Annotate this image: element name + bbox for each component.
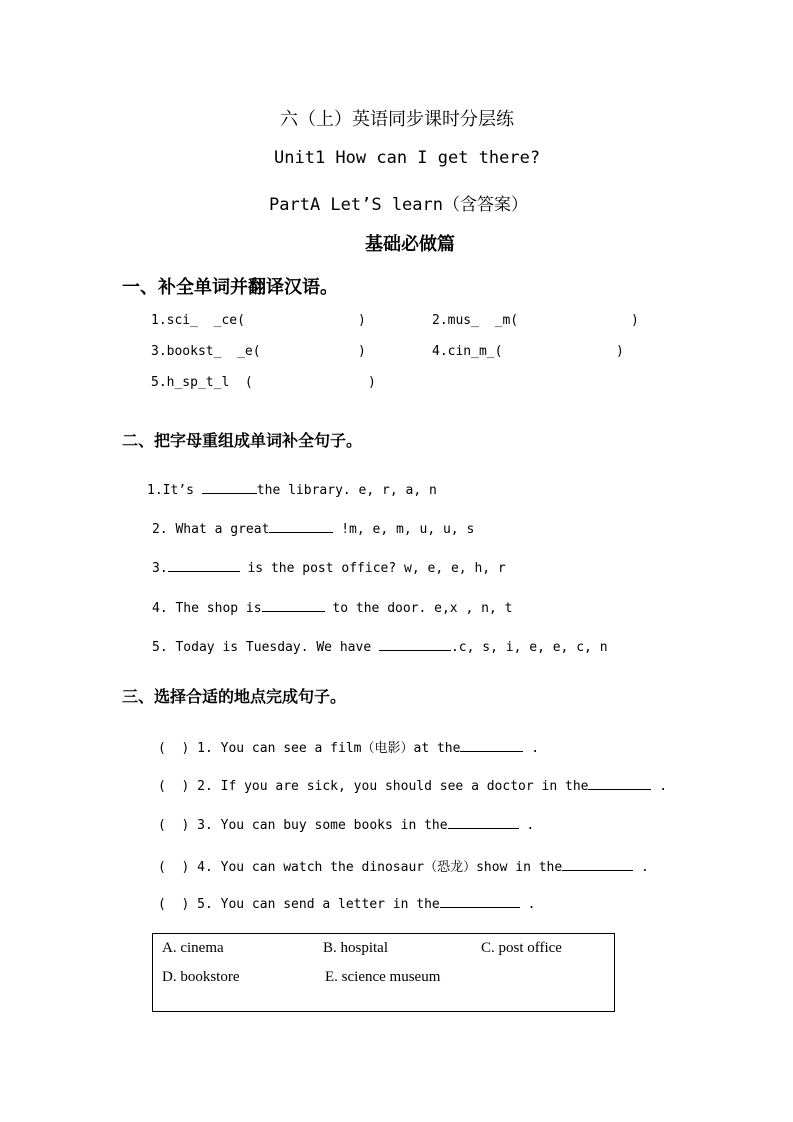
option-e: E. science museum: [325, 969, 441, 985]
answer-blank[interactable]: [168, 559, 240, 572]
s1-item-3-close: ): [358, 344, 366, 359]
s1-item-5-close: ): [368, 375, 376, 390]
section3-heading: 三、选择合适的地点完成句子。: [122, 687, 347, 706]
answer-blank[interactable]: [562, 858, 633, 871]
answer-blank[interactable]: [588, 777, 651, 790]
answer-blank[interactable]: [440, 895, 520, 908]
answer-blank[interactable]: [448, 816, 519, 829]
s3-item-4: ( ) 4. You can watch the dinosaur（恐龙）show in the .: [158, 860, 649, 875]
s1-item-2: 2.mus_ _m(: [432, 313, 519, 328]
worksheet-title: 六（上）英语同步课时分层练: [280, 109, 514, 130]
unit-title: Unit1 How can I get there?: [274, 148, 541, 168]
s2-item-4: 4. The shop is to the door. e,x , n, t: [152, 601, 513, 616]
answer-blank[interactable]: [202, 481, 257, 494]
option-c: C. post office: [481, 940, 562, 956]
s1-item-3: 3.bookst_ _e(: [151, 344, 261, 359]
option-a: A. cinema: [162, 940, 224, 956]
option-d: D. bookstore: [162, 969, 240, 985]
answer-blank[interactable]: [460, 739, 523, 752]
option-b: B. hospital: [323, 940, 389, 956]
s1-item-5: 5.h_sp_t_l (: [151, 375, 253, 390]
s3-item-5: ( ) 5. You can send a letter in the .: [158, 897, 536, 912]
answer-blank[interactable]: [269, 520, 333, 533]
s2-item-1: 1.It’s the library. e, r, a, n: [147, 483, 437, 498]
part-title: PartA Let’S learn（含答案）: [269, 195, 528, 215]
s1-item-4-close: ): [616, 344, 624, 359]
s1-item-1-close: ): [358, 313, 366, 328]
answer-blank[interactable]: [262, 599, 325, 612]
s2-item-3: 3. is the post office? w, e, e, h, r: [152, 561, 506, 576]
s3-item-3: ( ) 3. You can buy some books in the .: [158, 818, 535, 833]
section2-heading: 二、把字母重组成单词补全句子。: [122, 431, 363, 450]
s1-item-2-close: ): [631, 313, 639, 328]
s1-item-4: 4.cin_m_(: [432, 344, 503, 359]
s2-item-5: 5. Today is Tuesday. We have .c, s, i, e, e, c, n: [152, 640, 608, 655]
s1-item-1: 1.sci_ _ce(: [151, 313, 245, 328]
s3-item-1: ( ) 1. You can see a film（电影）at the .: [158, 741, 540, 756]
section1-heading: 一、补全单词并翻译汉语。: [122, 277, 338, 298]
level-subtitle: 基础必做篇: [365, 234, 455, 255]
answer-blank[interactable]: [379, 638, 451, 651]
s2-item-2: 2. What a great !m, e, m, u, u, s: [152, 522, 475, 537]
s3-item-2: ( ) 2. If you are sick, you should see a doctor in the .: [158, 779, 668, 794]
